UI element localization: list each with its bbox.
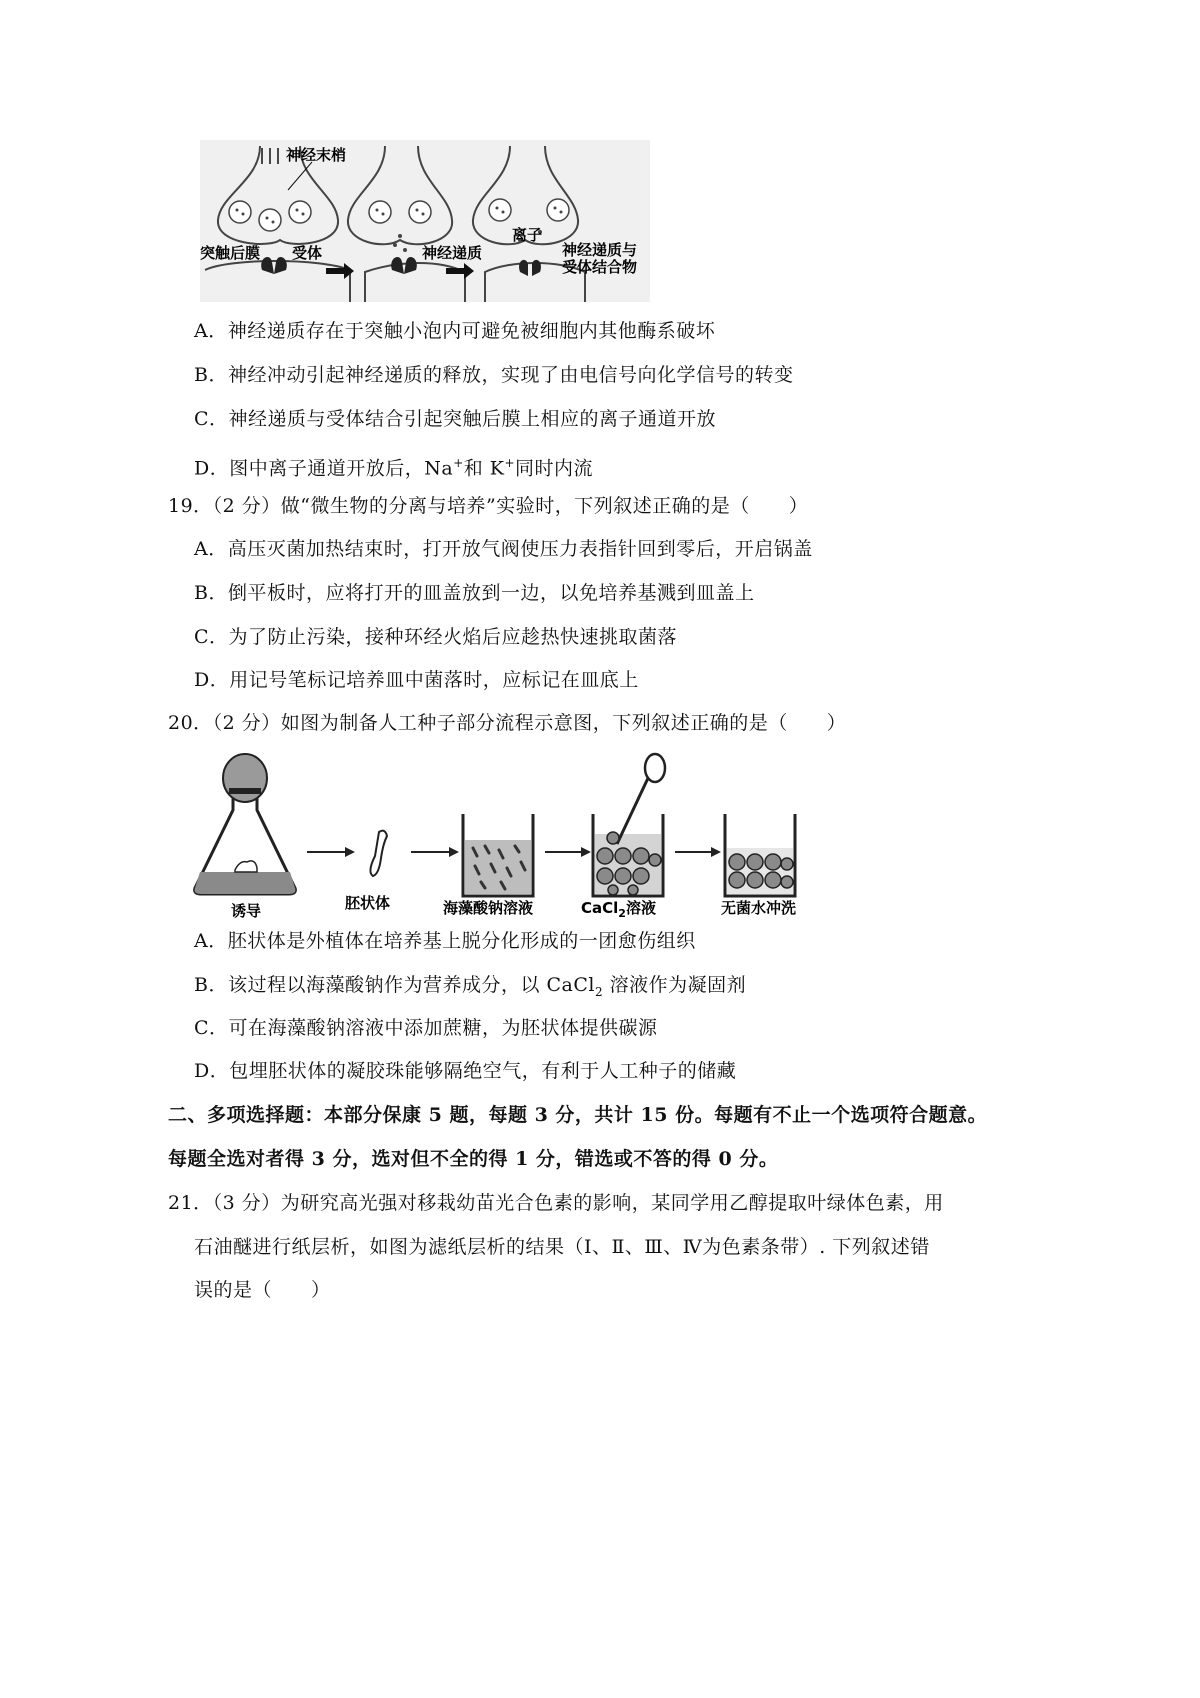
q21-stem-line2: 石油醚进行纸层析，如图为滤纸层析的结果（Ⅰ、Ⅱ、Ⅲ、Ⅳ为色素条带）. 下列叙述错 bbox=[194, 1236, 930, 1258]
section2-heading-line2: 每题全选对者得 3 分，选对但不全的得 1 分，错选或不答的得 0 分。 bbox=[168, 1148, 779, 1170]
q20-option-d: D．包埋胚状体的凝胶珠能够隔绝空气，有利于人工种子的储藏 bbox=[194, 1060, 737, 1082]
q18-option-d-suffix: 同时内流 bbox=[515, 457, 594, 480]
caption-induce: 诱导 bbox=[231, 902, 262, 918]
q20-stem: 20．（2 分）如图为制备人工种子部分流程示意图，下列叙述正确的是（ ） bbox=[168, 712, 847, 734]
caption-sodium-alginate: 海藻酸钠溶液 bbox=[443, 899, 534, 917]
q18-option-d-prefix: D．图中离子通道开放后，Na bbox=[194, 457, 454, 480]
section2-heading-line1: 二、多项选择题：本部分保康 5 题，每题 3 分，共计 15 份。每题有不止一个选项符合题意。 bbox=[168, 1104, 988, 1126]
q20-option-b-suffix: 溶液作为凝固剂 bbox=[603, 974, 747, 996]
caption-cacl2-sub: 2 bbox=[618, 907, 626, 918]
caption-cacl2-prefix: CaCl bbox=[581, 899, 619, 917]
label-ion: 离子 bbox=[512, 226, 543, 244]
q18-option-d-sup1: + bbox=[453, 456, 464, 470]
q20-option-b bbox=[194, 972, 746, 1005]
label-receptor: 受体 bbox=[292, 244, 323, 262]
caption-embryoid: 胚状体 bbox=[345, 894, 391, 912]
q18-option-a: A．神经递质存在于突触小泡内可避免被细胞内其他酶系破坏 bbox=[194, 320, 716, 342]
q20-option-b-sub: 2 bbox=[594, 984, 604, 999]
q19-option-b: B．倒平板时，应将打开的皿盖放到一边，以免培养基溅到皿盖上 bbox=[194, 582, 755, 604]
q18-option-d-sup2: + bbox=[504, 456, 516, 470]
artificial-seed-figure bbox=[185, 748, 825, 918]
q21-stem-line1: 21．（3 分）为研究高光强对移栽幼苗光合色素的影响，某同学用乙醇提取叶绿体色素，用 bbox=[168, 1192, 944, 1214]
q18-option-c: C．神经递质与受体结合引起突触后膜上相应的离子通道开放 bbox=[194, 408, 717, 430]
q19-stem: 19．（2 分）做“微生物的分离与培养”实验时，下列叙述正确的是（ ） bbox=[168, 495, 809, 517]
caption-sterile-wash: 无菌水冲洗 bbox=[721, 899, 797, 917]
q21-stem-line3: 误的是（ ） bbox=[194, 1279, 331, 1301]
q19-option-c: C．为了防止污染，接种环经火焰后应趁热快速挑取菌落 bbox=[194, 626, 678, 648]
q18-option-b: B．神经冲动引起神经递质的释放，实现了由电信号向化学信号的转变 bbox=[194, 364, 794, 386]
caption-cacl2-suffix: 溶液 bbox=[625, 899, 656, 917]
q18-option-d-mid: 和 K bbox=[463, 457, 505, 480]
q20-option-b-prefix: B．该过程以海藻酸钠作为营养成分，以 CaCl bbox=[194, 974, 595, 996]
label-neurotransmitter: 神经递质 bbox=[422, 244, 483, 262]
q20-option-c: C．可在海藻酸钠溶液中添加蔗糖，为胚状体提供碳源 bbox=[194, 1017, 658, 1039]
label-nerve-terminal: 神经末梢 bbox=[286, 146, 347, 164]
q18-option-d bbox=[194, 450, 593, 481]
caption-cacl2-solution bbox=[581, 899, 656, 918]
label-complex-line1: 神经递质与 bbox=[562, 241, 638, 259]
q20-option-a: A．胚状体是外植体在培养基上脱分化形成的一团愈伤组织 bbox=[194, 930, 696, 952]
q19-option-d: D．用记号笔标记培养皿中菌落时，应标记在皿底上 bbox=[194, 669, 639, 691]
q19-option-a: A．高压灭菌加热结束时，打开放气阀使压力表指针回到零后，开启锅盖 bbox=[194, 538, 813, 560]
synapse-figure bbox=[200, 140, 650, 302]
label-complex-line2: 受体结合物 bbox=[562, 258, 638, 276]
label-postsynaptic-membrane: 突触后膜 bbox=[200, 244, 261, 262]
